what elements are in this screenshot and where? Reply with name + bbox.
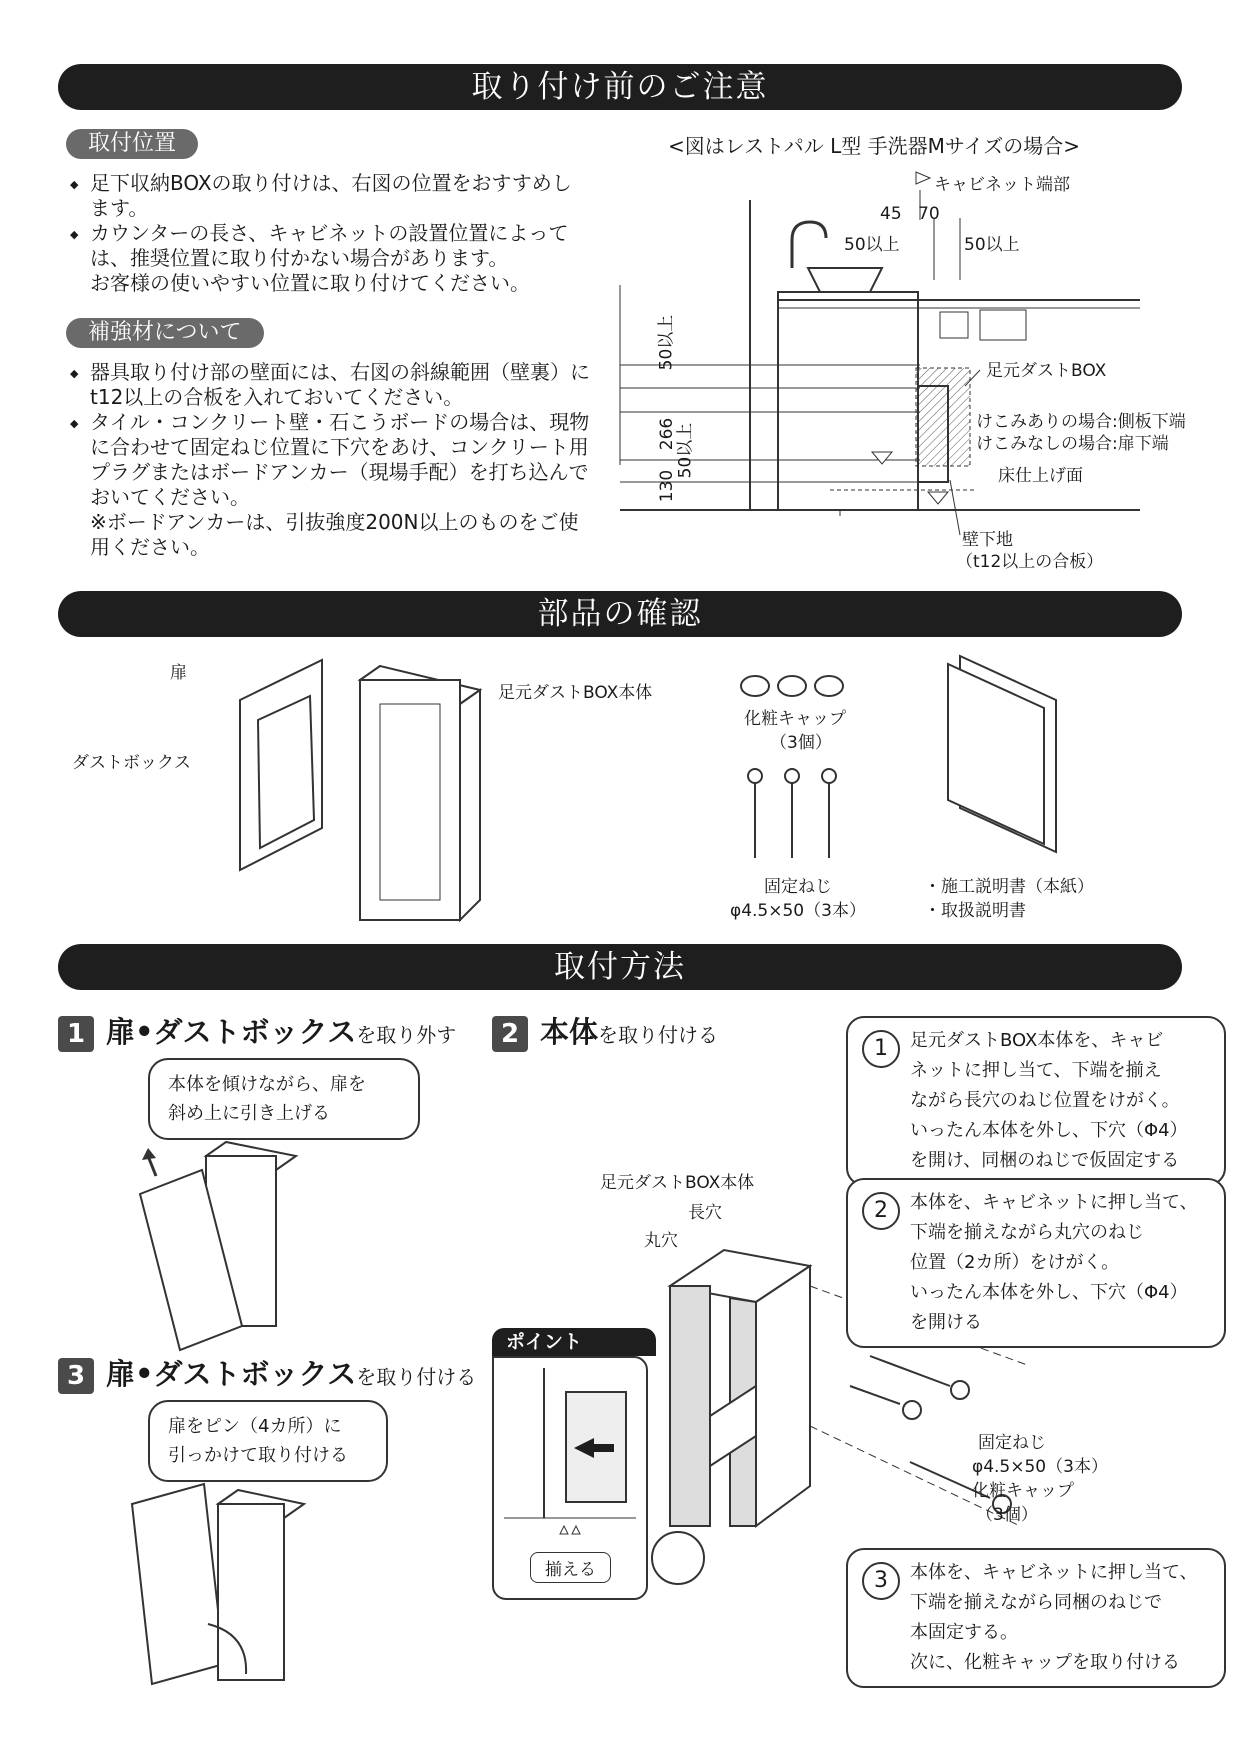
- label-kekomi-without: けこみなしの場合:扉下端: [976, 434, 1169, 454]
- label-wall-base: 壁下地: [962, 530, 1013, 550]
- instruction-3-number: 3: [862, 1562, 900, 1600]
- label-plywood: （t12以上の合板）: [956, 552, 1104, 572]
- reinforce-bullet-2: ◆ タイル・コンクリート壁・石こうボードの場合は、現物に合わせて固定ねじ位置に下穴をあけ、コンクリート用プラグまたはボードアンカー（現場手配）を打ち込んでおいてください。: [70, 410, 590, 510]
- section-header-method: 取付方法: [58, 944, 1182, 990]
- reinforce-bullet-1: ◆ 器具取り付け部の壁面には、右図の斜線範囲（壁裏）にt12以上の合板を入れておいてください。: [70, 360, 590, 410]
- dim-v-50-upper: 50以上: [656, 314, 677, 371]
- instruction-2-number: 2: [862, 1192, 900, 1230]
- install-body-label: 足元ダストBOX本体: [600, 1173, 755, 1193]
- dim-70: 70: [918, 204, 940, 224]
- instruction-3: 3 本体を、キャビネットに押し当て、 下端を揃えながら同梱のねじで 本固定する。 次に、化粧キャップを取り付ける: [846, 1548, 1226, 1688]
- label-kekomi-with: けこみありの場合:側板下端: [976, 412, 1186, 432]
- install-round-hole: 丸穴: [644, 1231, 678, 1251]
- position-bullet-2: ◆ カウンターの長さ、キャビネットの設置位置によっては、推奨位置に取り付かない場合があります。: [70, 221, 590, 271]
- instruction-2: 2 本体を、キャビネットに押し当て、 下端を揃えながら丸穴のねじ 位置（2カ所）をけがく。 いったん本体を外し、下穴（Φ4） を開ける: [846, 1178, 1226, 1348]
- install-cap-qty: （3個）: [976, 1505, 1038, 1525]
- step-1-drawing: [136, 1136, 306, 1336]
- diagram-caption: <図はレストパル L型 手洗器Mサイズの場合>: [668, 134, 1081, 158]
- step-1-heading: 1 扉•ダストボックスを取り外す: [58, 1010, 456, 1052]
- point-inset: [492, 1356, 648, 1600]
- install-screw-spec: φ4.5×50（3本）: [972, 1457, 1108, 1477]
- label-floor: 床仕上げ面: [998, 466, 1083, 486]
- position-note: お客様の使いやすい位置に取り付けてください。: [90, 271, 530, 295]
- reinforce-note: ※ボードアンカーは、引抜強度200N以上のものをご使用ください。: [90, 510, 579, 559]
- position-list: [70, 171, 590, 296]
- parts-doc2: ・取扱説明書: [924, 901, 1026, 921]
- parts-doc1: ・施工説明書（本紙）: [924, 877, 1094, 897]
- parts-screw-spec: φ4.5×50（3本）: [730, 901, 866, 921]
- step-3-heading: 3 扉•ダストボックスを取り付ける: [58, 1352, 476, 1394]
- step-3-bubble: 扉をピン（4カ所）に 引っかけて取り付ける: [148, 1400, 388, 1482]
- instruction-1: 1 足元ダストBOX本体を、キャビ ネットに押し当て、下端を揃え ながら長穴のねじ位置をけがく。 いったん本体を外し、下穴（Φ4） を開け、同梱のねじで仮固定する: [846, 1016, 1226, 1186]
- parts-door-drawing: [230, 660, 490, 910]
- parts-door-label: 扉: [170, 663, 187, 683]
- install-screw-label: 固定ねじ: [978, 1433, 1046, 1453]
- dim-50-left: 50以上: [844, 235, 900, 255]
- section-header-parts: 部品の確認: [58, 591, 1182, 637]
- reinforce-list: [70, 360, 590, 560]
- step-2-heading: 2 本体を取り付ける: [492, 1010, 718, 1052]
- step-1-bubble: 本体を傾けながら、扉を 斜め上に引き上げる: [148, 1058, 420, 1140]
- reinforce-heading: 補強材について: [66, 318, 264, 348]
- step-3-drawing: [128, 1484, 318, 1684]
- parts-body-label: 足元ダストBOX本体: [498, 683, 653, 703]
- dim-50-right: 50以上: [964, 235, 1020, 255]
- position-heading: 取付位置: [66, 129, 198, 159]
- label-cabinet-edge: キャビネット端部: [934, 175, 1070, 195]
- parts-screw-label: 固定ねじ: [764, 877, 832, 897]
- parts-cap-label: 化粧キャップ: [744, 709, 846, 729]
- point-tab: ポイント: [492, 1328, 656, 1356]
- dim-v-130: 130: [657, 469, 678, 503]
- dim-v-266: 266: [657, 417, 678, 451]
- align-label: 揃える: [530, 1552, 611, 1583]
- dim-v-50-lower: 50以上: [675, 422, 696, 479]
- parts-dustbox-label: ダストボックス: [72, 753, 191, 773]
- position-bullet-1: ◆ 足下収納BOXの取り付けは、右図の位置をおすすめします。: [70, 171, 590, 221]
- section-header-precautions: 取り付け前のご注意: [58, 64, 1182, 110]
- install-long-hole: 長穴: [688, 1203, 722, 1223]
- instruction-1-number: 1: [862, 1030, 900, 1068]
- dim-45: 45: [880, 204, 902, 224]
- label-dust-box: 足元ダストBOX: [986, 361, 1107, 381]
- manual-sheets: [946, 656, 1066, 856]
- screw-icons: [738, 768, 848, 868]
- cap-icons: [738, 670, 848, 706]
- install-cap-label: 化粧キャップ: [972, 1481, 1074, 1501]
- parts-cap-qty: （3個）: [770, 733, 832, 753]
